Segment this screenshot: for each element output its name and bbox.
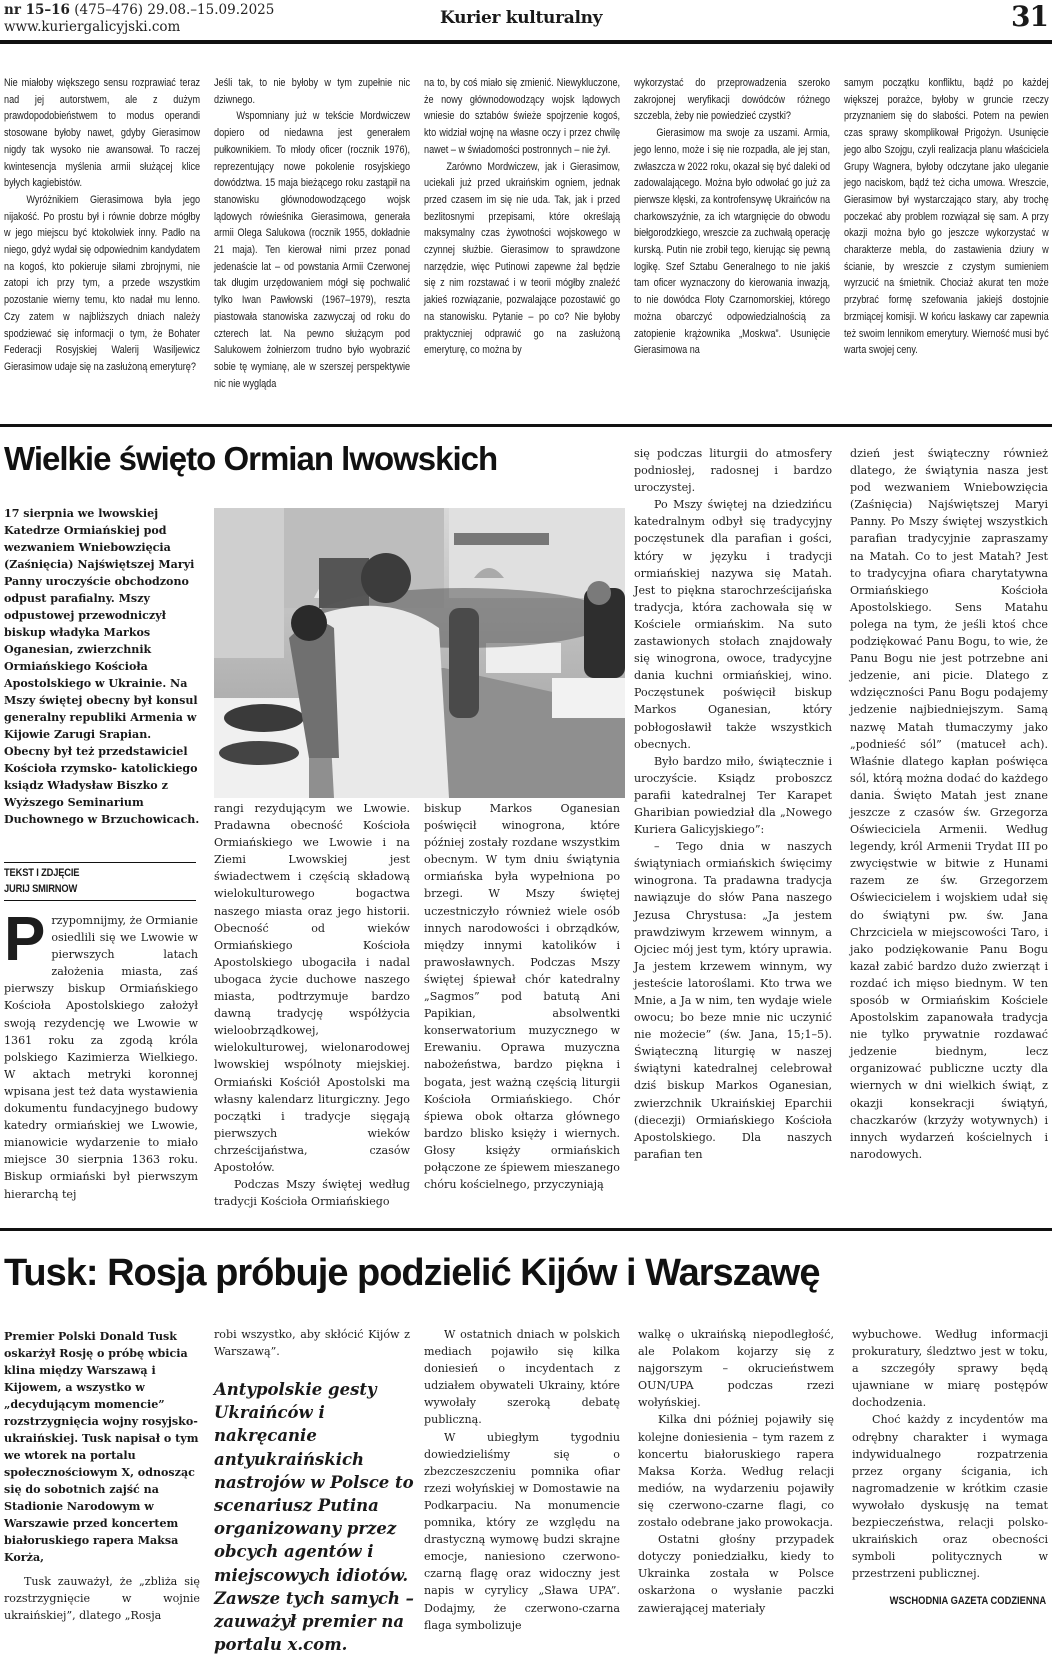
byline-rule-top xyxy=(4,862,196,863)
article1-column-4: wykorzystać do przeprowadzenia szeroko zakrojonej weryfikacji dowódców różnego szczebla, żeby nie powiedzieć czystki? Gierasimow ma swoje za uszami. Armia, jego lenno, może i się nie rozpadła, ale jej stan, zwłaszcza w 2022 roku, okazał się być daleki od zadowalającego. Można było odwołać go już za pierwsze klęski, za kontrofensywę Ukraińców na charkowszyźnie, za ich wtargnięcie do obwodu biełgorodzkiego, wreszcie za zuchwałą operację kurską. Putin nie zrobił tego, kierując się pewną logikę. Szef Sztabu Generalnego to nie jakiś tam oficer wyznaczony do kierowania inwazją, to nie dowódca Floty Czarnomorskiej, którego można obarczyć odpowiedzialnością za zatopienie krążownika „Moskwa”. Usunięcie Gierasimowa na xyxy=(634,77,831,357)
page-number: 31 xyxy=(1011,0,1048,33)
article1-column-3: na to, by coś miało się zmienić. Niewykluczone, że nowy głównodowodzący wojsk lądowych wniesie do sztabów świeże spojrzenie kogoś, kto widział wojnę na własne oczy i przez chwilę nawet – w świadomości postronnych – nie żył. Zarówno Mordwiczew, jak i Gierasimow, uciekali już przed ukraińskim ogniem, jednak przed czasem im się nie uda. Tak, jak i przed bezlitosnymi przepisami, które określają maksymalny czas żywotności wojskowego w czynnej służbie. Gierasimow to sprawdzone narzędzie, więc Putinowi zapewne żal będzie się z nim rozstawać i w teorii mógłby znaleźć jakieś rozwiązanie, pozwalające pozostawić go na stanowisku. Pytanie – po co? Nie byłoby praktyczniej odprawić go na zasłużoną emeryturę, co można by xyxy=(424,77,621,357)
article2-column-2: rangi rezydującym we Lwowie. Pradawna obecność Kościoła Ormiańskiego we Lwowie i na Ziemi Lwowskiej jest świadectwem i częścią składową wielokulturowego bogactwa naszego miasta oraz jego historii. Obecność od wieków Ormiańskiego Kościoła Apostolskiego ubogaciła i nadal ubogaca życie duchowe naszego miasta, podtrzymuje bardzo dawną tradycję współżycia wieloobrządkowej, wielokulturowej, wielonarodowej lwowskiej wspólnoty miejskiej. Ormiański Kościół Apostolski ma własny kalendarz liturgiczny. Jego początki i tradycje sięgają pierwszych wieków chrześcijaństwa, czasów Apostołów. Podczas Mszy świętej według tradycji Kościoła Ormiańskiego xyxy=(214,802,410,1209)
issue-dates: (475–476) 29.08.–15.09.2025 xyxy=(69,2,275,18)
article1-column-5: samym początku konfliktu, bądź po każdej większej porażce, byłoby w gruncie rzeczy przyznaniem się do słabości. Potem na pewien czas sprawy skomplikował Prigożyn. Usunięcie jego albo Szojgu, czyli realizacja planu właściciela Grupy Wagnera, byłoby odczytane jako uleganie jego naciskom, bądź też cicha umowa. Wreszcie, Gierasimow był wystarczająco stary, aby trochę poczekać aby problem rozwiązał się sam. A przy okazji można było go jeszcze wykorzystać w charakterze mebla, do zastawienia dziury w ścianie, by wreszcie z czystym sumieniem wyrzucić na śmietnik. Chociaż akurat ten może przybrać formę szefowania jakiejś dostojnie brzmiącej komisji. W końcu łaskawy car zapewnia też swoim lennikom emerytury. Wierność musi być warta swojej ceny. xyxy=(844,77,1049,357)
issue-number: nr 15–16 xyxy=(4,2,70,18)
article2-column-1: Przypomnijmy, że Ormianie osiedlili się we Lwowie w pierwszych latach założenia miasta, zaś pierwszy biskup Ormiańskiego Kościoła Apostolskiego założył swoją rezydencję we Lwowie w 1361 roku za zgodą króla polskiego Kazimierza Wielkiego. W aktach metryki koronnej wpisana jest też data wystawienia dokumentu fundacyjnego budowy katedry ormiańskiej we Lwowie, mianowicie wydarzenie to miało miejsce 30 sierpnia 1363 roku. Biskup ormiański był pierwszym hierarchą tej xyxy=(4,905,198,1201)
byline-rule-bottom xyxy=(4,900,196,901)
article2-headline: Wielkie święto Ormian lwowskich xyxy=(4,440,498,477)
issue-info xyxy=(4,2,274,36)
article1-column-1: Nie miałoby większego sensu rozprawiać teraz nad jej autorstwem, ale z dużym prawdopodobieństwem to modus operandi stosowane byłoby nawet, gdyby Gierasimow nigdy tak wysoko nie awansował. To raczej kwintesencja myślenia armii służącej klice byłych kagiebistów. Wyróżnikiem Gierasimowa była jego nijakość. Po prostu był i równie dobrze mógłby w jego miejscu być ktokolwiek inny. Padło na niego, gdyż wydał się odpowiednim kandydatem na kogoś, kto pokieruje siłami zbrojnymi, nie zatopi ich przy tym, a przede wszystkim pozostanie wierny temu, kto nadał mu lenno. Czy zatem w najbliższych dniach należy spodziewać się informacji o tym, że Bohater Federacji Rosyjskiej Walerij Wasiljewicz Gierasimow udaje się na zasłużoną emeryturę? xyxy=(4,77,201,373)
article3-column-1: Tusk zauważył, że „zbliża się rozstrzygnięcie w wojnie ukraińskiej”, dlatego „Rosja xyxy=(4,1575,200,1623)
website-link[interactable]: www.kuriergalicyjski.com xyxy=(4,19,181,35)
article3-column-5: wybuchowe. Według informacji prokuratury, śledztwo jest w toku, a szczegóły sprawy będą ujawniane w miarę postępów dochodzenia. Choć każdy z incydentów ma odrębny charakter i wymaga indywidualnego rozpatrzenia przez organy ścigania, ich nagromadzenie w krótkim czasie wywołało dyskusję na temat bezpieczeństwa, relacji polsko-ukraińskich oraz obecności symboli politycznych w przestrzeni publicznej. xyxy=(852,1328,1048,1581)
pull-quote: Antypolskie gesty Ukraińców i nakręcanie antyukraińskich nastrojów w Polsce to scenariusz Putina organizowany przez obcych agentów i miejscowych idiotów. Zawsze tych samych – zauważył premier na portalu x.com. xyxy=(214,1380,414,1655)
article2-column-5: dzień jest świąteczny również dlatego, że świątynia nasza jest pod wezwaniem Wniebowzięcia (Zaśnięcia) Najświętszej Maryi Panny. Po Mszy świętej wszystkich parafian tradycyjnie zapraszamy na Matah. Co to jest Matah? Jest to tradycyjna ofiara charytatywna Ormiańskiego Kościoła Apostolskiego. Sens Matahu polega na tym, że jeśli ktoś chce podziękować Panu Bogu, to wie, że Panu Bogu nie jest potrzebne ani jedzenie, ani picie. Dlatego z wdzięczności Panu Bogu podajemy jedzenie najbiedniejszym. Samą nazwę Matah tłumaczymy jako „podnieść sól” (matuceł ach). Właśnie dlatego kapłan poświęca sól, którą można dodać do każdego dania. Święto Matah jest znane jeszcze z czasów św. Grzegorza Oświeciciela Armenii. Według legendy, król Armenii Trydat III po zwycięstwie w bitwie z Hunami razem ze św. Grzegorzem Oświecicielem i wojskiem udał się do świątyni pw. św. Jana Chrzciciela w miejscowości Taro, i jako podziękowanie Panu Bogu kazał zabić bardzo dużo zwierząt i rozdać ich mięso biednym. W ten sposób w Ormiańskim Kościele Apostolskim zapanowała tradycja nie tylko prywatnie rozdawać jedzenie biednym, lecz organizować publiczne uczty dla wiernych w dni wielkich świąt, z okazji konsekracji świątyń, chaczkarów (krzyży wotywnych) i innych wydarzeń kościelnych i narodowych. xyxy=(850,447,1048,1161)
article2-photo xyxy=(214,508,625,798)
article3-column-2: robi wszystko, aby skłócić Kijów z Warszawą”. xyxy=(214,1328,410,1359)
byline: TEKST I ZDJĘCIE JURIJ SMIRNOW xyxy=(4,867,80,895)
drop-cap: P xyxy=(4,905,46,974)
article-divider-1 xyxy=(0,424,1052,427)
header-rule xyxy=(0,40,1052,44)
article2-column-3: biskup Markos Oganesian poświęcił winogrona, które później zostały rozdane wszystkim obecnym. W tym dniu świątynia ormiańska była wypełniona po brzegi. W Mszy świętej uczestniczyło również wiele osób innych narodowości i obrządków, między innymi katolików i prawosławnych. Podczas Mszy świętej śpiewał chór katedralny „Sagmos” pod batutą Ani Papikian, absolwentki konserwatorium muzycznego w Erewaniu. Oprawa muzyczna nabożeństwa, bardzo piękna i bogata, jest ważną częścią liturgii Kościoła Ormiańskiego. Chór śpiewa obok ołtarza głównego bardzo blisko księży i wiernych. Głosy księży ormiańskich połączone ze śpiewem mieszanego chóru kościelnego, przyczyniają xyxy=(424,802,620,1192)
article3-source: WSCHODNIA GAZETA CODZIENNA xyxy=(889,1595,1046,1607)
article3-column-3: W ostatnich dniach w polskich mediach pojawiło się kilka doniesień o incydentach z udziałem obywateli Ukrainy, które wywołały szeroką debatę publiczną. W ubiegłym tygodniu dowiedzieliśmy się o zbezczeszczeniu pomnika ofiar rzezi wołyńskiej w Domostawie na Podkarpaciu. Na monumencie pomnika, który ze względu na drastyczną wymowę budzi skrajne emocje, naniesiono czerwono-czarną flagę oraz widoczny jest napis w cyrylicy „Sława UPA”. Dodajmy, że czerwono-czarna flaga symbolizuje xyxy=(424,1328,620,1632)
article-divider-2 xyxy=(0,1228,1052,1231)
article3-lead: Premier Polski Donald Tusk oskarżył Rosję o próbę wbicia klina między Warszawą i Kijowem, a wszystko w „decydującym momencie” rozstrzygnięcia wojny rosyjsko-ukraińskiej. Tusk napisał o tym we wtorek na portalu społecznościowym X, odnosząc się do sobotnich zajść na Stadionie Narodowym w Warszawie przed koncertem białoruskiego rapera Maksa Korża, xyxy=(4,1330,199,1564)
section-title: Kurier kulturalny xyxy=(440,8,603,28)
article3-column-4: walkę o ukraińską niepodległość, ale Polakom kojarzy się z najgorszym – okrucieństwem OUN/UPA podczas rzezi wołyńskiej. Kilka dni później pojawiły się kolejne doniesienia – tym razem z koncertu białoruskiego rapera Maksa Korża. Według relacji mediów, na wydarzeniu pojawiły się czerwono-czarne flagi, co zostało odebrane jako prowokacja. Ostatni głośny przypadek dotyczy poniedziałku, kiedy to Ukrainka została w Polsce oskarżona o wysłanie paczki zawierającej materiały xyxy=(638,1328,834,1615)
article2-lead: 17 sierpnia we lwowskiej Katedrze Ormiańskiej pod wezwaniem Wniebowzięcia (Zaśnięcia) Najświętszej Maryi Panny uroczyście obchodzono odpust parafialny. Mszy odpustowej przewodniczył biskup władyka Markos Oganesian, zwierzchnik Ormiańskiego Kościoła Apostolskiego w Ukrainie. Na Mszy świętej obecny był konsul generalny republiki Armenia w Kijowie Zarugi Srapian. Obecny był też przedstawiciel Kościoła rzymsko- katolickiego ksiądz Władysław Biszko z Wyższego Seminarium Duchownego w Brzuchowicach. xyxy=(4,507,200,826)
article2-column-4: się podczas liturgii do atmosfery podniosłej, radosnej i bardzo uroczystej. Po Mszy świętej na dziedzińcu katedralnym odbył się tradycyjny poczęstunek dla parafian i gości, który w języku i tradycji ormiańskiej nazywa się Matah. Jest to piękna starochrześcijańska tradycja, która zachowała się w Kościele ormiańskim. Na suto zastawionych stołach znajdowały się winogrona, owoce, tradycyjne dania kuchni ormiańskiej, wino. Poczęstunek poświęcił biskup Markos Oganesian, który pobłogosławił także wszystkich obecnych. Było bardzo miło, świątecznie i uroczyście. Ksiądz proboszcz parafii katedralnej Ter Karapet Gharibian powiedział dla „Nowego Kuriera Galicyjskiego”: – Tego dnia w naszych świątyniach ormiańskich święcimy winogrona. Ta pradawna tradycja nawiązuje do słów Pana naszego Jezusa Chrystusa: „Ja jestem prawdziwym krzewem winnym, a Ojciec mój jest tym, który uprawia. Ja jestem krzewem winnym, wy jesteście latoroślami. Kto trwa we Mnie, a Ja w nim, ten wydaje wiele owocu; bo beze mnie nic uczynić nie możecie” (św. Jana, 15;1–5). Świąteczną liturgię w naszej świątyni katedralnej celebrował dziś biskup Markos Oganesian, zwierzchnik Ukraińskiej Eparchii (diecezji) Ormiańskiego Kościoła Apostolskiego. Dla naszych parafian ten xyxy=(634,447,832,1161)
courtyard-photo-illustration xyxy=(214,508,625,798)
article3-headline: Tusk: Rosja próbuje podzielić Kijów i Warszawę xyxy=(4,1252,820,1294)
article1-column-2: Jeśli tak, to nie byłoby w tym zupełnie nic dziwnego. Wspomniany już w tekście Mordwiczew dopiero od niedawna jest generałem pułkownikiem. To młody oficer (rocznik 1976), reprezentujący nowe pokolenie rosyjskiego dowództwa. 15 maja bieżącego roku zastąpił na stanowisku głównodowodzącego wojsk lądowych rówieśnika Gierasimowa, generała armii Olega Salukowa (rocznik 1955, dokładnie 21 maja). Ten kierował nimi przez ponad jedenaście lat – od powstania Armii Czerwonej tak długim urzędowaniem mógł się pochwalić tylko Iwan Pawłowski (1967–1979), reszta piastowała stanowiska zazwyczaj od roku do czterech lat. Na pewno służącym pod Salukowem żołnierzom trudno było wyobrazić sobie tę wymianę, ale w szerszej perspektywie nic nie wygląda xyxy=(214,77,411,390)
